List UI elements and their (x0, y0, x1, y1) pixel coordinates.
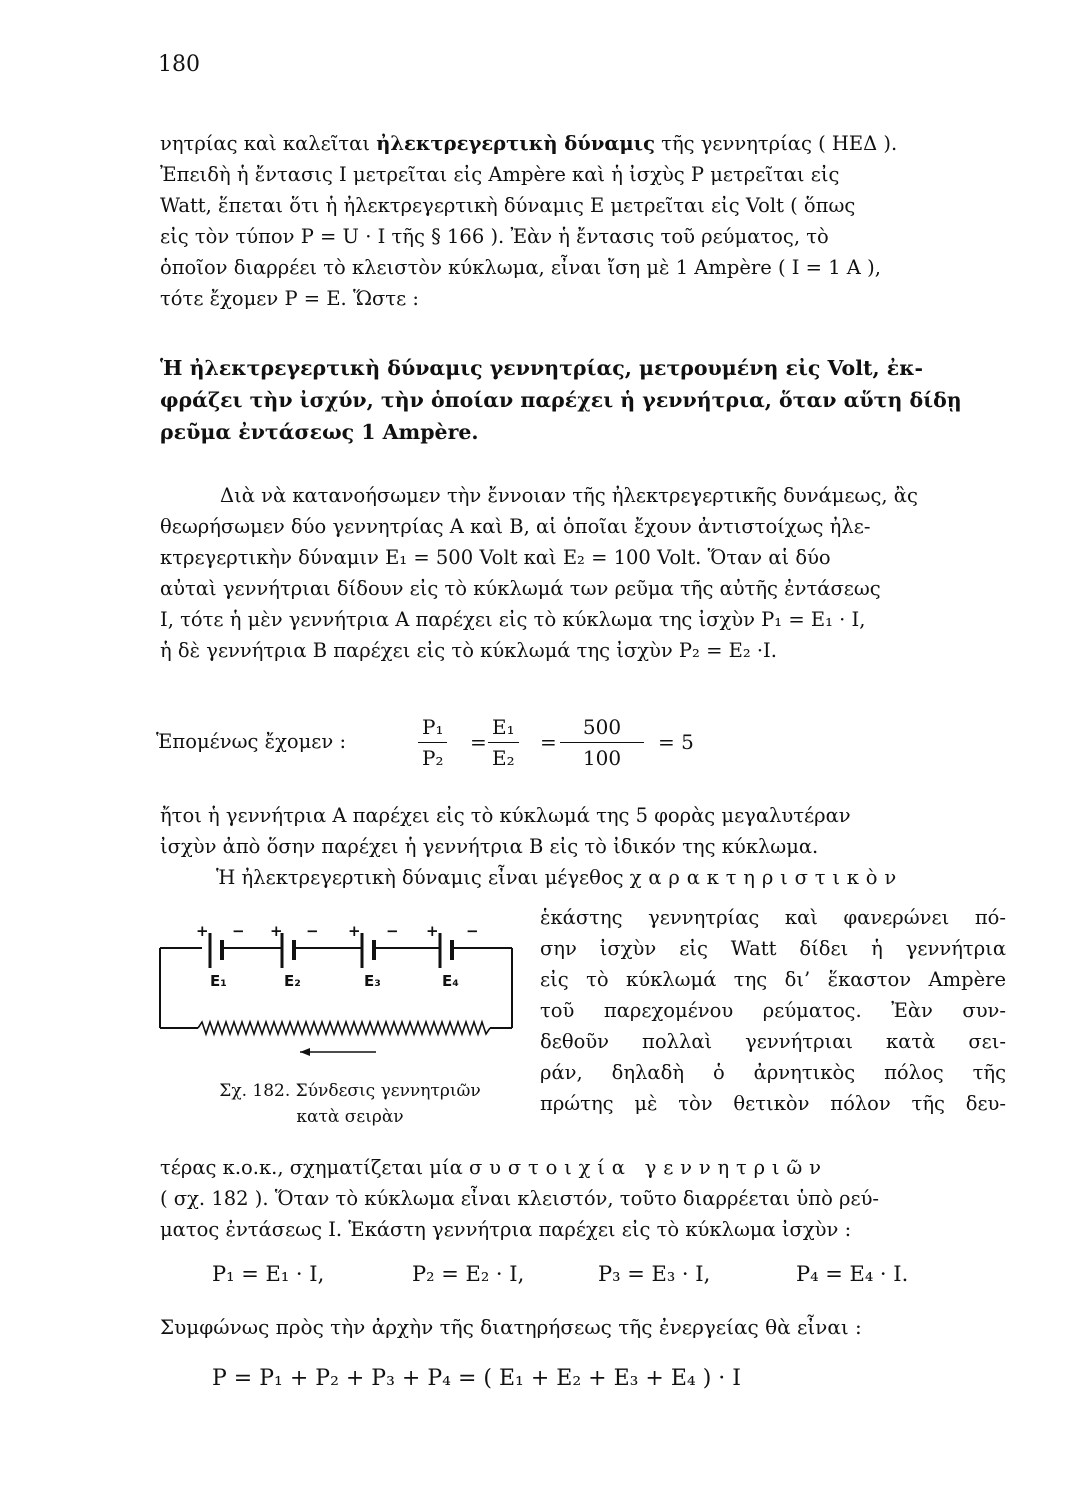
current-arrow-head (300, 1048, 310, 1056)
text-line: ἰσχὺν ἀπὸ ὅσην παρέχει ἡ γεννήτρια B εἰς τὸ ἰδικόν της κύκλωμα. (160, 835, 819, 858)
equals-sign: = (470, 730, 487, 754)
cell-label-e2: E₂ (284, 972, 301, 990)
text-line: φράζει τὴν ἰσχύν, τὴν ὁποίαν παρέχει ἡ γεννήτρια, ὅταν αὕτη δίδῃ (160, 388, 962, 412)
text-line: ὁποῖον διαρρέει τὸ κλειστὸν κύκλωμα, εἶναι ἴση μὲ 1 Ampère ( I = 1 A ), (160, 256, 881, 279)
text-span: τῆς γεννητρίας ( ΗΕΔ ). (654, 132, 898, 155)
ratio-lead: Ἑπομένως ἔχομεν : (156, 730, 347, 753)
ratio-equation (156, 712, 746, 778)
numerator: P₁ (418, 712, 447, 743)
ratio-result: = 5 (658, 730, 694, 754)
formula-total-power: P = P₁ + P₂ + P₃ + P₄ = ( E₁ + E₂ + E₃ + E₄ ) · I (212, 1366, 741, 1391)
polarity-minus: − (306, 922, 319, 940)
equals-sign: = (540, 730, 557, 754)
text-line: Ἐπειδὴ ἡ ἔντασις I μετρεῖται εἰς Ampère καὶ ἡ ἰσχὺς P μετρεῖται εἰς (160, 163, 840, 186)
text-line: εἰς τὸ κύκλωμά της δι’ ἕκαστον Ampère (540, 968, 1006, 991)
text-span: Ἡ ἠλεκτρεγερτικὴ δύναμις εἶναι μέγεθος (216, 866, 630, 889)
caption-line: κατὰ σειρὰν (296, 1107, 404, 1127)
fraction-values (560, 712, 644, 773)
text-line: αὐταὶ γεννήτριαι δίδουν εἰς τὸ κύκλωμά των ρεῦμα τῆς αὐτῆς ἐντάσεως (160, 577, 881, 600)
term-emf: ἠλεκτρεγερτικὴ δύναμις (376, 132, 655, 155)
polarity-minus: − (386, 922, 399, 940)
formula-p4: P₄ = E₄ · I. (796, 1262, 909, 1286)
figure-side-text (540, 902, 1006, 1119)
text-line: εἰς τὸν τύπον P = U · I τῆς § 166 ). Ἐὰν ἡ ἔντασις τοῦ ρεύματος, τὸ (160, 225, 829, 248)
resistor-zigzag (198, 1022, 490, 1034)
polarity-plus: + (348, 922, 361, 940)
conservation-line: Συμφώνως πρὸς τὴν ἀρχὴν τῆς διατηρήσεως τῆς ἐνεργείας θὰ εἶναι : (160, 1315, 862, 1339)
text-line: ράν, δηλαδὴ ὁ ἀρνητικὸς πόλος τῆς (540, 1061, 1006, 1084)
numerator: E₁ (488, 712, 519, 743)
text-line: σην ἰσχὺν εἰς Watt δίδει ἡ γεννήτρια (540, 937, 1006, 960)
cell-label-e1: E₁ (210, 972, 227, 990)
text-line: ἤτοι ἡ γεννήτρια A παρέχει εἰς τὸ κύκλωμά της 5 φορὰς μεγαλυτέραν (160, 804, 851, 827)
text-line: κτρεγερτικὴν δύναμιν E₁ = 500 Volt καὶ E₂ = 100 Volt. Ὅταν αἱ δύο (160, 546, 831, 569)
text-line: ματος ἐντάσεως I. Ἑκάστη γεννήτρια παρέχει εἰς τὸ κύκλωμα ἰσχὺν : (160, 1218, 852, 1241)
text-span: τέρας κ.ο.κ., σχηματίζεται μία (160, 1156, 469, 1179)
text-line (160, 1152, 1006, 1183)
text-line: ἑκάστης γεννητρίας καὶ φανερώνει πό- (540, 906, 1006, 929)
fraction-p (418, 712, 447, 773)
text-line: ρεῦμα ἐντάσεως 1 Ampère. (160, 420, 479, 444)
text-line: ( σχ. 182 ). Ὅταν τὸ κύκλωμα εἶναι κλειστόν, τοῦτο διαρρέεται ὑπὸ ρεύ- (160, 1187, 880, 1210)
denominator: E₂ (492, 746, 515, 770)
text-line: Ἡ ἠλεκτρεγερτικὴ δύναμις γεννητρίας, μετρουμένη εἰς Volt, ἐκ- (160, 356, 924, 380)
text-line: τοῦ παρεχομένου ρεύματος. Ἐὰν συν- (540, 999, 1006, 1022)
cell-label-e4: E₄ (442, 972, 459, 990)
text-line: τότε ἔχομεν P = E. Ὥστε : (160, 287, 419, 310)
paragraph-intro (160, 128, 1006, 314)
figure-caption (180, 1078, 520, 1130)
text-line: δεθοῦν πολλαὶ γεννήτριαι κατὰ σει- (540, 1030, 1006, 1053)
polarity-plus: + (196, 922, 209, 940)
text-line: I, τότε ἡ μὲν γεννήτρια A παρέχει εἰς τὸ κύκλωμα της ἰσχὺν P₁ = E₁ · I, (160, 608, 866, 631)
text-line: Watt, ἕπεται ὅτι ἡ ἠλεκτρεγερτικὴ δύναμις E μετρεῖται εἰς Volt ( ὅπως (160, 194, 856, 217)
formula-p2: P₂ = E₂ · I, (412, 1262, 525, 1286)
denominator: 100 (582, 746, 622, 770)
caption-line: Σχ. 182. Σύνδεσις γεννητριῶν (219, 1081, 481, 1101)
denominator: P₂ (422, 746, 444, 770)
polarity-minus: − (232, 922, 245, 940)
definition-statement (160, 352, 1006, 448)
formula-p1: P₁ = E₁ · I, (212, 1262, 325, 1286)
cell-label-e3: E₃ (364, 972, 381, 990)
paragraph-example (160, 480, 1006, 666)
text-line: ἡ δὲ γεννήτρια B παρέχει εἰς τὸ κύκλωμά της ἰσχὺν P₂ = E₂ ·I. (160, 639, 777, 662)
polarity-plus: + (270, 922, 283, 940)
paragraph-series (160, 1152, 1006, 1245)
fraction-e (488, 712, 519, 773)
text-span: νητρίας καὶ καλεῖται (160, 132, 377, 155)
text-line (160, 862, 1006, 893)
emphasis-characteristic: χαρακτηριστικὸν (629, 866, 904, 889)
text-line (160, 128, 1006, 159)
emphasis-battery: συστοιχία γεννητριῶν (469, 1156, 828, 1179)
text-line: πρώτης μὲ τὸν θετικὸν πόλον τῆς δευ- (540, 1092, 1006, 1115)
polarity-minus: − (466, 922, 479, 940)
paragraph-conclusion (160, 800, 1006, 893)
text-line: θεωρήσωμεν δύο γεννητρίας A καὶ B, αἱ ὁποῖαι ἔχουν ἀντιστοίχως ἠλε- (160, 515, 871, 538)
text-line: Διὰ νὰ κατανοήσωμεν τὴν ἔννοιαν τῆς ἠλεκτρεγερτικῆς δυνάμεως, ἂς (220, 484, 918, 507)
formula-p3: P₃ = E₃ · I, (598, 1262, 711, 1286)
numerator: 500 (560, 712, 644, 743)
polarity-plus: + (426, 922, 439, 940)
page-number: 180 (158, 52, 200, 77)
